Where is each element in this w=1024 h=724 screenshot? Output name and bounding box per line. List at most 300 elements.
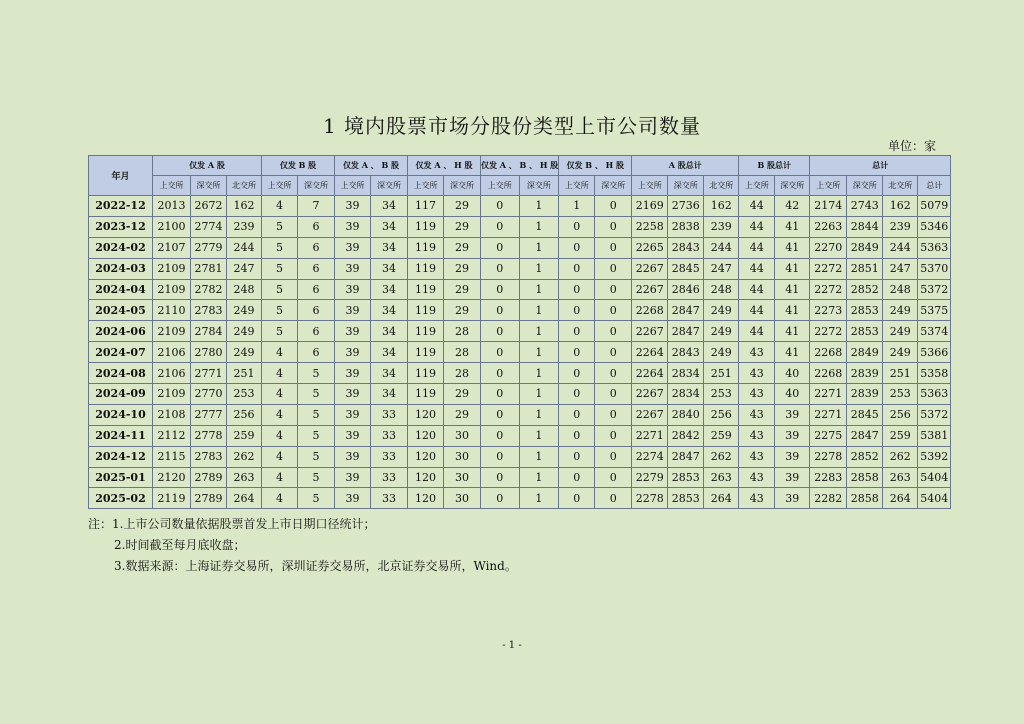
value-cell: 119	[408, 258, 444, 279]
month-cell: 2024-11	[89, 425, 153, 446]
month-cell: 2024-12	[89, 446, 153, 467]
value-cell: 34	[371, 300, 408, 321]
value-cell: 0	[481, 446, 520, 467]
table-row	[89, 258, 951, 279]
value-cell: 0	[559, 237, 595, 258]
value-cell: 4	[262, 488, 298, 509]
header-group: 仅发 B 、 H 股	[559, 156, 632, 176]
value-cell: 5	[298, 446, 335, 467]
value-cell: 43	[739, 342, 775, 363]
value-cell: 2834	[668, 384, 704, 405]
value-cell: 39	[335, 300, 371, 321]
value-cell: 2779	[191, 237, 227, 258]
value-cell: 2270	[810, 237, 847, 258]
value-cell: 5	[298, 404, 335, 425]
value-cell: 251	[227, 363, 262, 384]
value-cell: 2847	[668, 446, 704, 467]
value-cell: 2789	[191, 467, 227, 488]
value-cell: 29	[444, 237, 481, 258]
value-cell: 247	[883, 258, 918, 279]
value-cell: 2110	[153, 300, 191, 321]
value-cell: 5372	[918, 404, 951, 425]
value-cell: 44	[739, 321, 775, 342]
table-row	[89, 446, 951, 467]
value-cell: 29	[444, 404, 481, 425]
sub-header-cell: 上交所	[739, 176, 775, 196]
unit-label: 单位：家	[887, 139, 936, 153]
sub-header-cell: 上交所	[262, 176, 298, 196]
value-cell: 2849	[847, 237, 883, 258]
value-cell: 41	[775, 216, 810, 237]
value-cell: 0	[559, 363, 595, 384]
value-cell: 0	[481, 384, 520, 405]
month-cell: 2023-12	[89, 216, 153, 237]
value-cell: 1	[519, 488, 559, 509]
value-cell: 0	[595, 196, 632, 217]
value-cell: 5	[262, 258, 298, 279]
header-group: 仅发 A 、 B 、 H 股	[481, 156, 559, 176]
value-cell: 1	[519, 321, 559, 342]
sub-header-cell: 北交所	[883, 176, 918, 196]
value-cell: 247	[704, 258, 739, 279]
value-cell: 0	[595, 467, 632, 488]
value-cell: 0	[481, 363, 520, 384]
value-cell: 2267	[632, 279, 668, 300]
notes	[88, 514, 517, 577]
value-cell: 39	[335, 384, 371, 405]
value-cell: 41	[775, 342, 810, 363]
value-cell: 44	[739, 258, 775, 279]
value-cell: 5370	[918, 258, 951, 279]
value-cell: 263	[883, 467, 918, 488]
value-cell: 0	[559, 258, 595, 279]
value-cell: 2278	[632, 488, 668, 509]
value-cell: 2271	[632, 425, 668, 446]
value-cell: 259	[883, 425, 918, 446]
table-row	[89, 321, 951, 342]
value-cell: 1	[519, 342, 559, 363]
value-cell: 2174	[810, 196, 847, 217]
value-cell: 29	[444, 300, 481, 321]
table-row	[89, 279, 951, 300]
value-cell: 39	[335, 196, 371, 217]
value-cell: 34	[371, 363, 408, 384]
value-cell: 0	[595, 425, 632, 446]
value-cell: 262	[227, 446, 262, 467]
value-cell: 2784	[191, 321, 227, 342]
page-title: 1 境内股票市场分股份类型上市公司数量	[322, 114, 702, 138]
value-cell: 39	[335, 321, 371, 342]
value-cell: 0	[559, 279, 595, 300]
value-cell: 44	[739, 216, 775, 237]
value-cell: 0	[595, 300, 632, 321]
value-cell: 0	[595, 237, 632, 258]
sub-header-cell: 上交所	[153, 176, 191, 196]
value-cell: 2853	[847, 321, 883, 342]
value-cell: 2109	[153, 279, 191, 300]
value-cell: 2778	[191, 425, 227, 446]
value-cell: 44	[739, 279, 775, 300]
value-cell: 0	[481, 216, 520, 237]
value-cell: 1	[519, 196, 559, 217]
value-cell: 41	[775, 321, 810, 342]
value-cell: 2781	[191, 258, 227, 279]
value-cell: 0	[595, 446, 632, 467]
value-cell: 39	[335, 488, 371, 509]
value-cell: 249	[227, 342, 262, 363]
sub-header-cell: 深交所	[298, 176, 335, 196]
value-cell: 2283	[810, 467, 847, 488]
value-cell: 5	[298, 384, 335, 405]
month-cell: 2024-10	[89, 404, 153, 425]
value-cell: 0	[595, 488, 632, 509]
value-cell: 5358	[918, 363, 951, 384]
value-cell: 0	[481, 237, 520, 258]
value-cell: 44	[739, 300, 775, 321]
value-cell: 249	[883, 321, 918, 342]
value-cell: 249	[704, 342, 739, 363]
value-cell: 2845	[847, 404, 883, 425]
value-cell: 29	[444, 196, 481, 217]
value-cell: 2839	[847, 384, 883, 405]
sub-header-cell: 深交所	[444, 176, 481, 196]
value-cell: 120	[408, 488, 444, 509]
value-cell: 5	[298, 488, 335, 509]
value-cell: 2108	[153, 404, 191, 425]
value-cell: 2268	[810, 342, 847, 363]
value-cell: 2847	[847, 425, 883, 446]
value-cell: 39	[335, 237, 371, 258]
value-cell: 0	[595, 258, 632, 279]
table-body	[89, 196, 951, 509]
value-cell: 5	[262, 321, 298, 342]
value-cell: 119	[408, 363, 444, 384]
value-cell: 2846	[668, 279, 704, 300]
value-cell: 39	[775, 404, 810, 425]
note-3: 3.数据来源：上海证券交易所，深圳证券交易所，北京证券交易所，Wind。	[114, 559, 517, 573]
value-cell: 1	[519, 404, 559, 425]
value-cell: 119	[408, 342, 444, 363]
value-cell: 42	[775, 196, 810, 217]
value-cell: 39	[335, 404, 371, 425]
value-cell: 4	[262, 342, 298, 363]
value-cell: 1	[559, 196, 595, 217]
value-cell: 0	[595, 404, 632, 425]
value-cell: 253	[883, 384, 918, 405]
value-cell: 2282	[810, 488, 847, 509]
value-cell: 2782	[191, 279, 227, 300]
header-group: 仅发 B 股	[262, 156, 335, 176]
value-cell: 5366	[918, 342, 951, 363]
value-cell: 120	[408, 425, 444, 446]
value-cell: 0	[481, 279, 520, 300]
value-cell: 0	[481, 258, 520, 279]
value-cell: 2834	[668, 363, 704, 384]
value-cell: 256	[704, 404, 739, 425]
value-cell: 264	[883, 488, 918, 509]
value-cell: 2264	[632, 342, 668, 363]
month-cell: 2024-04	[89, 279, 153, 300]
month-cell: 2024-06	[89, 321, 153, 342]
value-cell: 0	[559, 342, 595, 363]
month-cell: 2022-12	[89, 196, 153, 217]
value-cell: 34	[371, 237, 408, 258]
value-cell: 5	[262, 300, 298, 321]
value-cell: 44	[739, 196, 775, 217]
value-cell: 2109	[153, 258, 191, 279]
value-cell: 2847	[668, 300, 704, 321]
value-cell: 2265	[632, 237, 668, 258]
table-row	[89, 384, 951, 405]
value-cell: 249	[883, 342, 918, 363]
value-cell: 2267	[632, 321, 668, 342]
value-cell: 43	[739, 363, 775, 384]
value-cell: 33	[371, 425, 408, 446]
value-cell: 28	[444, 342, 481, 363]
value-cell: 263	[704, 467, 739, 488]
value-cell: 244	[704, 237, 739, 258]
value-cell: 34	[371, 196, 408, 217]
value-cell: 119	[408, 321, 444, 342]
header-month: 年月	[89, 156, 153, 196]
value-cell: 6	[298, 342, 335, 363]
value-cell: 28	[444, 363, 481, 384]
value-cell: 249	[883, 300, 918, 321]
sub-header-cell: 上交所	[335, 176, 371, 196]
value-cell: 2843	[668, 342, 704, 363]
value-cell: 2851	[847, 258, 883, 279]
value-cell: 251	[704, 363, 739, 384]
table-row	[89, 300, 951, 321]
value-cell: 39	[335, 216, 371, 237]
value-cell: 44	[739, 237, 775, 258]
table-row	[89, 237, 951, 258]
value-cell: 2268	[632, 300, 668, 321]
month-cell: 2024-07	[89, 342, 153, 363]
table-row	[89, 425, 951, 446]
value-cell: 34	[371, 384, 408, 405]
value-cell: 256	[883, 404, 918, 425]
value-cell: 1	[519, 384, 559, 405]
month-cell: 2025-02	[89, 488, 153, 509]
value-cell: 2849	[847, 342, 883, 363]
value-cell: 2109	[153, 321, 191, 342]
value-cell: 248	[704, 279, 739, 300]
sub-header-cell: 北交所	[704, 176, 739, 196]
note-2: 2.时间截至每月底收盘；	[114, 538, 246, 552]
sub-header-cell: 上交所	[632, 176, 668, 196]
value-cell: 1	[519, 237, 559, 258]
value-cell: 119	[408, 384, 444, 405]
value-cell: 1	[519, 279, 559, 300]
value-cell: 2272	[810, 279, 847, 300]
value-cell: 253	[227, 384, 262, 405]
sub-header-cell: 深交所	[595, 176, 632, 196]
value-cell: 2267	[632, 384, 668, 405]
value-cell: 120	[408, 467, 444, 488]
value-cell: 2109	[153, 384, 191, 405]
value-cell: 5404	[918, 488, 951, 509]
value-cell: 2843	[668, 237, 704, 258]
value-cell: 4	[262, 384, 298, 405]
value-cell: 0	[559, 446, 595, 467]
value-cell: 2107	[153, 237, 191, 258]
value-cell: 1	[519, 216, 559, 237]
value-cell: 0	[595, 321, 632, 342]
value-cell: 2279	[632, 467, 668, 488]
table-row	[89, 488, 951, 509]
value-cell: 0	[559, 467, 595, 488]
value-cell: 4	[262, 425, 298, 446]
value-cell: 5404	[918, 467, 951, 488]
value-cell: 39	[335, 467, 371, 488]
value-cell: 34	[371, 321, 408, 342]
value-cell: 7	[298, 196, 335, 217]
value-cell: 2120	[153, 467, 191, 488]
value-cell: 119	[408, 279, 444, 300]
value-cell: 6	[298, 321, 335, 342]
sub-header-cell: 深交所	[371, 176, 408, 196]
value-cell: 0	[481, 196, 520, 217]
value-cell: 2267	[632, 258, 668, 279]
value-cell: 2777	[191, 404, 227, 425]
month-cell: 2024-05	[89, 300, 153, 321]
value-cell: 2774	[191, 216, 227, 237]
group-header-row	[89, 156, 951, 176]
value-cell: 2858	[847, 467, 883, 488]
value-cell: 1	[519, 446, 559, 467]
value-cell: 2264	[632, 363, 668, 384]
value-cell: 0	[559, 425, 595, 446]
value-cell: 34	[371, 258, 408, 279]
sub-header-row	[89, 176, 951, 196]
value-cell: 2258	[632, 216, 668, 237]
value-cell: 2743	[847, 196, 883, 217]
value-cell: 33	[371, 488, 408, 509]
header-group: 仅发 A 股	[153, 156, 262, 176]
header-group: A 股总计	[632, 156, 739, 176]
value-cell: 28	[444, 321, 481, 342]
value-cell: 119	[408, 237, 444, 258]
value-cell: 2272	[810, 258, 847, 279]
value-cell: 162	[883, 196, 918, 217]
value-cell: 5363	[918, 237, 951, 258]
value-cell: 120	[408, 446, 444, 467]
value-cell: 2780	[191, 342, 227, 363]
value-cell: 2274	[632, 446, 668, 467]
value-cell: 2268	[810, 363, 847, 384]
value-cell: 5381	[918, 425, 951, 446]
value-cell: 40	[775, 363, 810, 384]
value-cell: 0	[481, 342, 520, 363]
value-cell: 6	[298, 279, 335, 300]
value-cell: 119	[408, 300, 444, 321]
sub-header-cell: 上交所	[408, 176, 444, 196]
value-cell: 33	[371, 467, 408, 488]
value-cell: 41	[775, 300, 810, 321]
sub-header-cell: 深交所	[191, 176, 227, 196]
header-group: 仅发 A 、 H 股	[408, 156, 481, 176]
value-cell: 5375	[918, 300, 951, 321]
value-cell: 6	[298, 300, 335, 321]
value-cell: 2853	[668, 488, 704, 509]
note-1: 注：1.上市公司数量依据股票首发上市日期口径统计；	[88, 517, 376, 531]
value-cell: 1	[519, 363, 559, 384]
value-cell: 2267	[632, 404, 668, 425]
value-cell: 4	[262, 363, 298, 384]
value-cell: 39	[775, 467, 810, 488]
value-cell: 5374	[918, 321, 951, 342]
value-cell: 0	[481, 467, 520, 488]
value-cell: 43	[739, 467, 775, 488]
value-cell: 117	[408, 196, 444, 217]
value-cell: 263	[227, 467, 262, 488]
value-cell: 41	[775, 279, 810, 300]
value-cell: 2115	[153, 446, 191, 467]
value-cell: 2736	[668, 196, 704, 217]
table-row	[89, 404, 951, 425]
value-cell: 5363	[918, 384, 951, 405]
value-cell: 162	[227, 196, 262, 217]
value-cell: 259	[704, 425, 739, 446]
value-cell: 2672	[191, 196, 227, 217]
value-cell: 248	[227, 279, 262, 300]
sub-header-cell: 深交所	[519, 176, 559, 196]
value-cell: 2783	[191, 446, 227, 467]
value-cell: 2783	[191, 300, 227, 321]
value-cell: 2263	[810, 216, 847, 237]
value-cell: 43	[739, 446, 775, 467]
value-cell: 6	[298, 216, 335, 237]
value-cell: 2112	[153, 425, 191, 446]
value-cell: 2789	[191, 488, 227, 509]
value-cell: 248	[883, 279, 918, 300]
sub-header-cell: 深交所	[775, 176, 810, 196]
value-cell: 162	[704, 196, 739, 217]
value-cell: 0	[595, 279, 632, 300]
value-cell: 5079	[918, 196, 951, 217]
header-group: 总计	[810, 156, 951, 176]
value-cell: 40	[775, 384, 810, 405]
header-group: 仅发 A 、 B 股	[335, 156, 408, 176]
value-cell: 4	[262, 196, 298, 217]
value-cell: 239	[883, 216, 918, 237]
value-cell: 5	[262, 216, 298, 237]
value-cell: 249	[704, 321, 739, 342]
value-cell: 2852	[847, 279, 883, 300]
value-cell: 39	[335, 425, 371, 446]
month-cell: 2024-09	[89, 384, 153, 405]
value-cell: 2271	[810, 404, 847, 425]
value-cell: 0	[481, 488, 520, 509]
value-cell: 239	[704, 216, 739, 237]
value-cell: 2838	[668, 216, 704, 237]
value-cell: 5392	[918, 446, 951, 467]
table-row	[89, 342, 951, 363]
value-cell: 2271	[810, 384, 847, 405]
value-cell: 39	[335, 446, 371, 467]
value-cell: 120	[408, 404, 444, 425]
value-cell: 5372	[918, 279, 951, 300]
value-cell: 2853	[668, 467, 704, 488]
value-cell: 30	[444, 425, 481, 446]
value-cell: 41	[775, 258, 810, 279]
value-cell: 0	[559, 384, 595, 405]
value-cell: 259	[227, 425, 262, 446]
table-row	[89, 196, 951, 217]
value-cell: 1	[519, 300, 559, 321]
value-cell: 1	[519, 425, 559, 446]
